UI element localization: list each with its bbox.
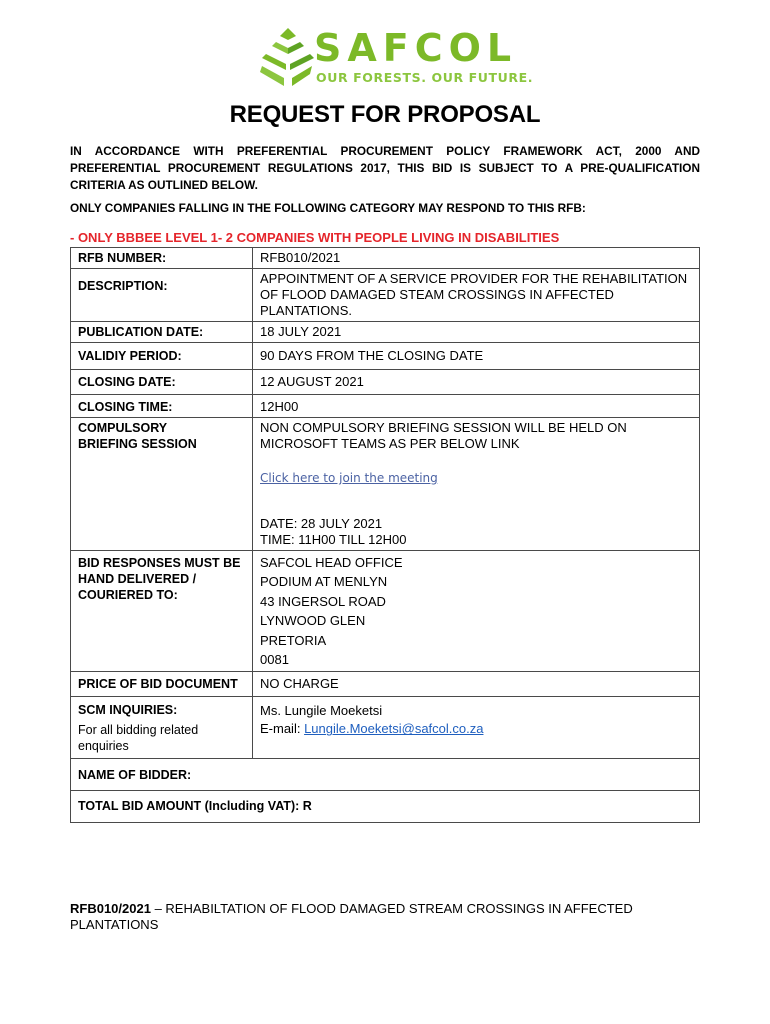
- address-line: SAFCOL HEAD OFFICE: [260, 555, 403, 570]
- briefing-value: [253, 418, 700, 551]
- rfb-details-table: [70, 247, 700, 823]
- closing-date-label: CLOSING DATE:: [71, 370, 253, 395]
- scm-label: [71, 697, 253, 759]
- table-row: [71, 551, 700, 672]
- address-line: PRETORIA: [260, 632, 327, 648]
- table-row: [71, 269, 700, 322]
- table-row: [71, 248, 700, 269]
- table-row: [71, 791, 700, 823]
- page-title: REQUEST FOR PROPOSAL: [229, 101, 541, 128]
- join-meeting-link[interactable]: Click here to join the meeting: [260, 471, 438, 485]
- publication-date-label: PUBLICATION DATE:: [71, 322, 253, 343]
- table-row: [71, 322, 700, 343]
- email-prefix: E-mail:: [260, 721, 305, 737]
- eligibility-statement: ONLY COMPANIES FALLING IN THE FOLLOWING CATEGORY MAY RESPOND TO THIS RFB:: [70, 201, 586, 215]
- address-line: 0081: [260, 652, 289, 668]
- total-bid-amount-field: TOTAL BID AMOUNT (Including VAT): R: [71, 791, 700, 823]
- address-line: 43 INGERSOL ROAD: [260, 593, 386, 609]
- logo-wordmark: SAFCOL: [314, 26, 518, 70]
- closing-time-label: CLOSING TIME:: [71, 395, 253, 418]
- table-row: [71, 418, 700, 551]
- table-row: [71, 759, 700, 791]
- closing-date-value: 12 AUGUST 2021: [253, 370, 700, 395]
- rfb-number-label: RFB NUMBER:: [71, 248, 253, 269]
- price-value: NO CHARGE: [253, 672, 700, 697]
- address-line: LYNWOOD GLEN: [260, 613, 366, 629]
- eligibility-category: - ONLY BBBEE LEVEL 1- 2 COMPANIES WITH PEOPLE LIVING IN DISABILITIES: [70, 230, 560, 245]
- price-label: PRICE OF BID DOCUMENT: [71, 672, 253, 697]
- briefing-date: DATE: 28 JULY 2021: [260, 516, 383, 531]
- closing-time-value: 12H00: [253, 395, 700, 418]
- scm-contact: [253, 697, 700, 759]
- validity-period-value: 90 DAYS FROM THE CLOSING DATE: [253, 343, 700, 370]
- bid-responses-label: BID RESPONSES MUST BE HAND DELIVERED / COURIERED TO:: [71, 551, 253, 672]
- footer-rfb-number: RFB010/2021: [70, 901, 151, 916]
- table-row: [71, 370, 700, 395]
- logo-tagline: OUR FORESTS. OUR FUTURE.: [316, 70, 534, 85]
- delivery-address: [253, 551, 700, 672]
- footer-reference: [70, 901, 700, 933]
- description-value: APPOINTMENT OF A SERVICE PROVIDER FOR THE REHABILITATION OF FLOOD DAMAGED STEAM CROSSINGS IN AFFECTED PLANTATIONS.: [253, 269, 700, 322]
- name-of-bidder-field: NAME OF BIDDER:: [71, 759, 700, 791]
- scm-label-text: SCM INQUIRIES:: [78, 703, 178, 718]
- tree-leaf-logo-icon: [258, 24, 314, 90]
- briefing-label-line2: BRIEFING SESSION: [78, 437, 197, 451]
- email-link[interactable]: Lungile.Moeketsi@safcol.co.za: [304, 721, 484, 737]
- address-line: PODIUM AT MENLYN: [260, 574, 388, 590]
- briefing-label: [71, 418, 253, 551]
- publication-date-value: 18 JULY 2021: [253, 322, 700, 343]
- contact-email-line: [260, 720, 692, 738]
- description-label: DESCRIPTION:: [71, 269, 253, 322]
- contact-name: Ms. Lungile Moeketsi: [260, 703, 383, 719]
- table-row: [71, 395, 700, 418]
- footer-text: – REHABILTATION OF FLOOD DAMAGED STREAM CROSSINGS IN AFFECTED PLANTATIONS: [70, 901, 633, 932]
- safcol-logo: [258, 24, 534, 90]
- table-row: [71, 697, 700, 759]
- briefing-text: NON COMPULSORY BRIEFING SESSION WILL BE HELD ON MICROSOFT TEAMS AS PER BELOW LINK: [260, 420, 627, 451]
- rfb-number-value: RFB010/2021: [253, 248, 700, 269]
- validity-period-label: VALIDIY PERIOD:: [71, 343, 253, 370]
- briefing-label-line1: COMPULSORY: [78, 421, 168, 435]
- intro-paragraph: IN ACCORDANCE WITH PREFERENTIAL PROCUREMENT POLICY FRAMEWORK ACT, 2000 AND PREFERENTIAL PROCUREMENT REGULATIONS 2017, THIS BID IS SUBJECT TO A PRE-QUALIFICATION CRITERIA AS OUTLINED BELOW.: [70, 144, 700, 192]
- table-row: [71, 343, 700, 370]
- table-row: [71, 672, 700, 697]
- briefing-time: TIME: 11H00 TILL 12H00: [260, 532, 407, 547]
- scm-sublabel: For all bidding related enquiries: [78, 723, 199, 754]
